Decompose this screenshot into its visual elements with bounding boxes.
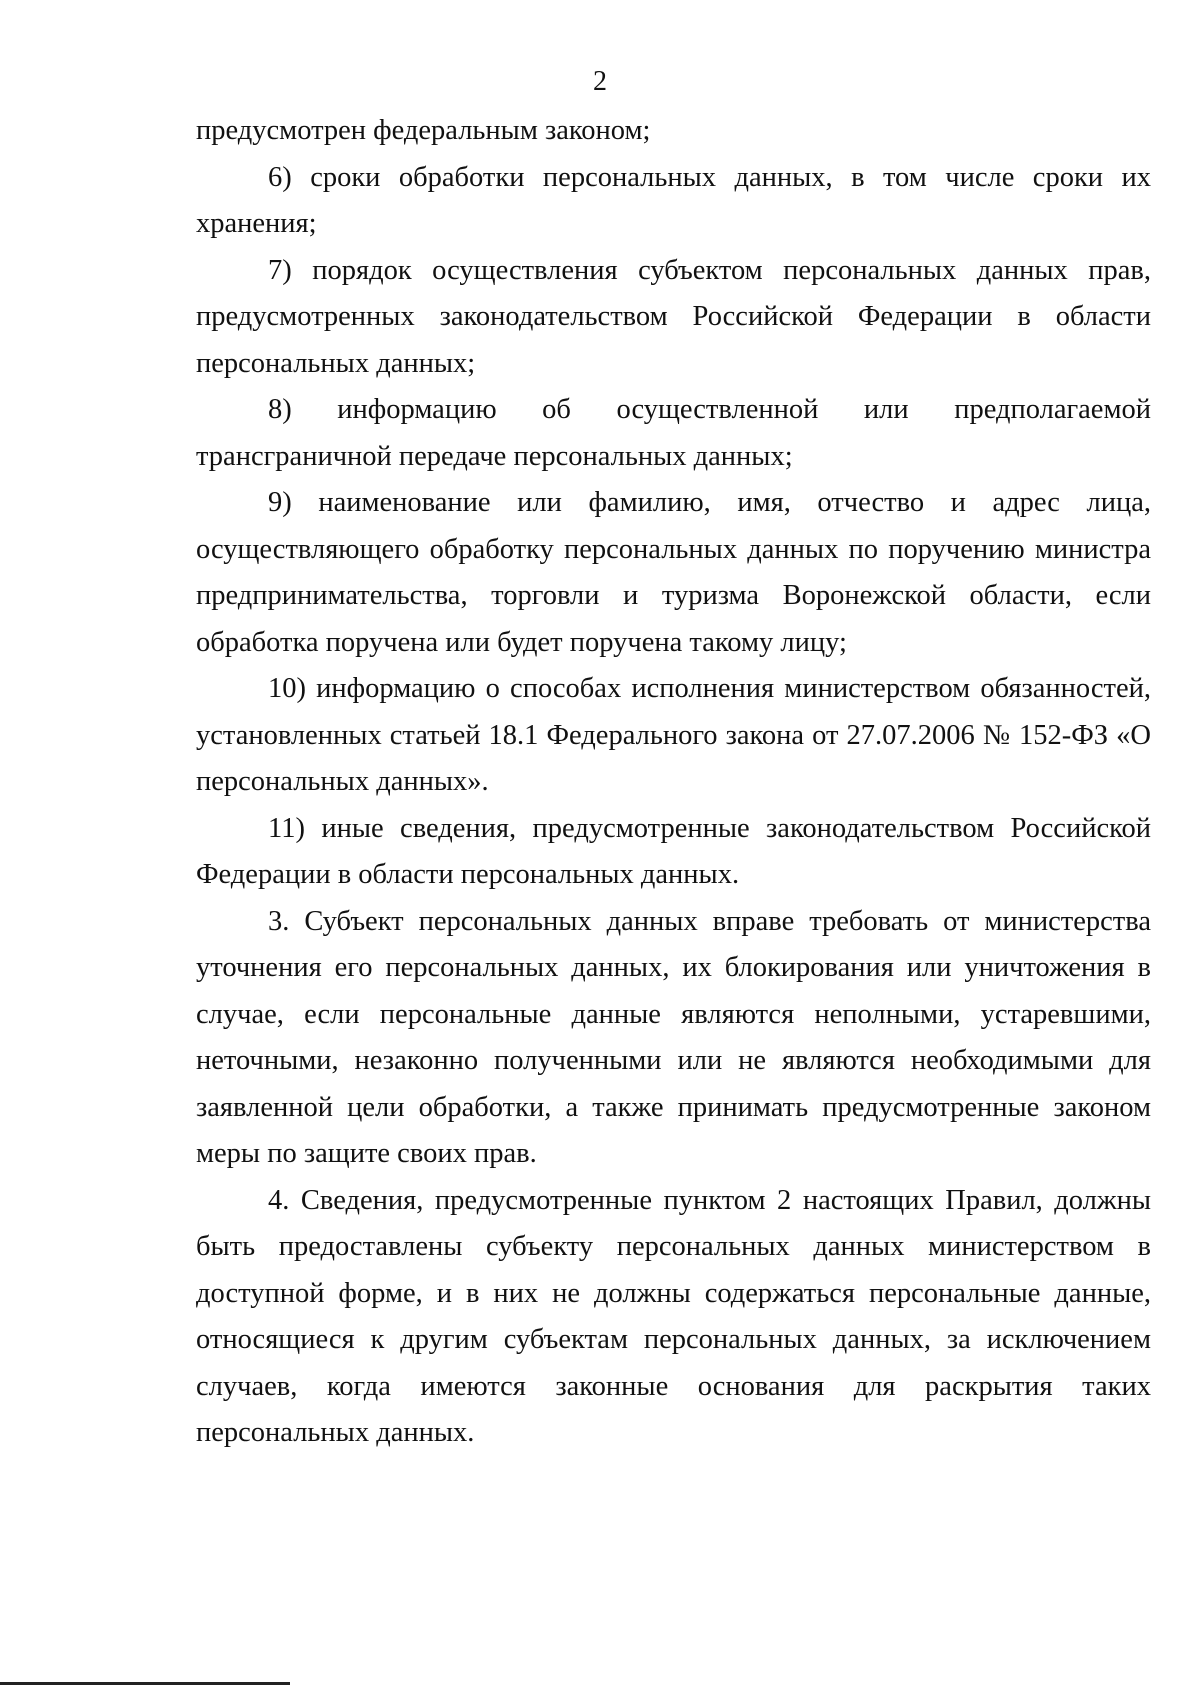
list-item-9: 9) наименование или фамилию, имя, отчество и адрес лица, осуществляющего обработку персональных данных по поручению министра предпринимательства, торговли и туризма Воронежской области, если обработка поручена или будет поручена такому лицу; xyxy=(196,487,1151,658)
list-item-10: 10) информацию о способах исполнения министерством обязанностей, установленных статьей 18.1 Федерального закона от 27.07.2006 № 152-ФЗ «О персональных данных». xyxy=(196,673,1151,797)
list-item-7: 7) порядок осуществления субъектом персональных данных прав, предусмотренных законодательством Российской Федерации в области персональных данных; xyxy=(196,254,1151,379)
clause-4: 4. Сведения, предусмотренные пунктом 2 настоящих Правил, должны быть предоставлены субъекту персональных данных министерством в доступной форме, и в них не должны содержаться персональные данные, относящиеся к другим субъектам персональных данных, за исключением случаев, когда имеются законные основания для раскрытия таких персональных данных. xyxy=(196,1184,1151,1448)
clause-3: 3. Субъект персональных данных вправе требовать от министерства уточнения его персональных данных, их блокирования или уничтожения в случае, если персональные данные являются неполными, устаревшими, неточными, незаконно полученными или не являются необходимыми для заявленной цели обработки, а также принимать предусмотренные законом меры по защите своих прав. xyxy=(196,905,1151,1169)
document-body xyxy=(196,108,1151,1457)
list-item-8: 8) информацию об осуществленной или предполагаемой трансграничной передаче персональных данных; xyxy=(196,394,1151,472)
list-item-6: 6) сроки обработки персональных данных, в том числе сроки их хранения; xyxy=(196,161,1151,239)
page-number: 2 xyxy=(593,66,607,97)
paragraph-continuation: предусмотрен федеральным законом; xyxy=(196,115,651,146)
footer-divider xyxy=(0,1682,290,1685)
list-item-11: 11) иные сведения, предусмотренные законодательством Российской Федерации в области персональных данных. xyxy=(196,812,1151,890)
